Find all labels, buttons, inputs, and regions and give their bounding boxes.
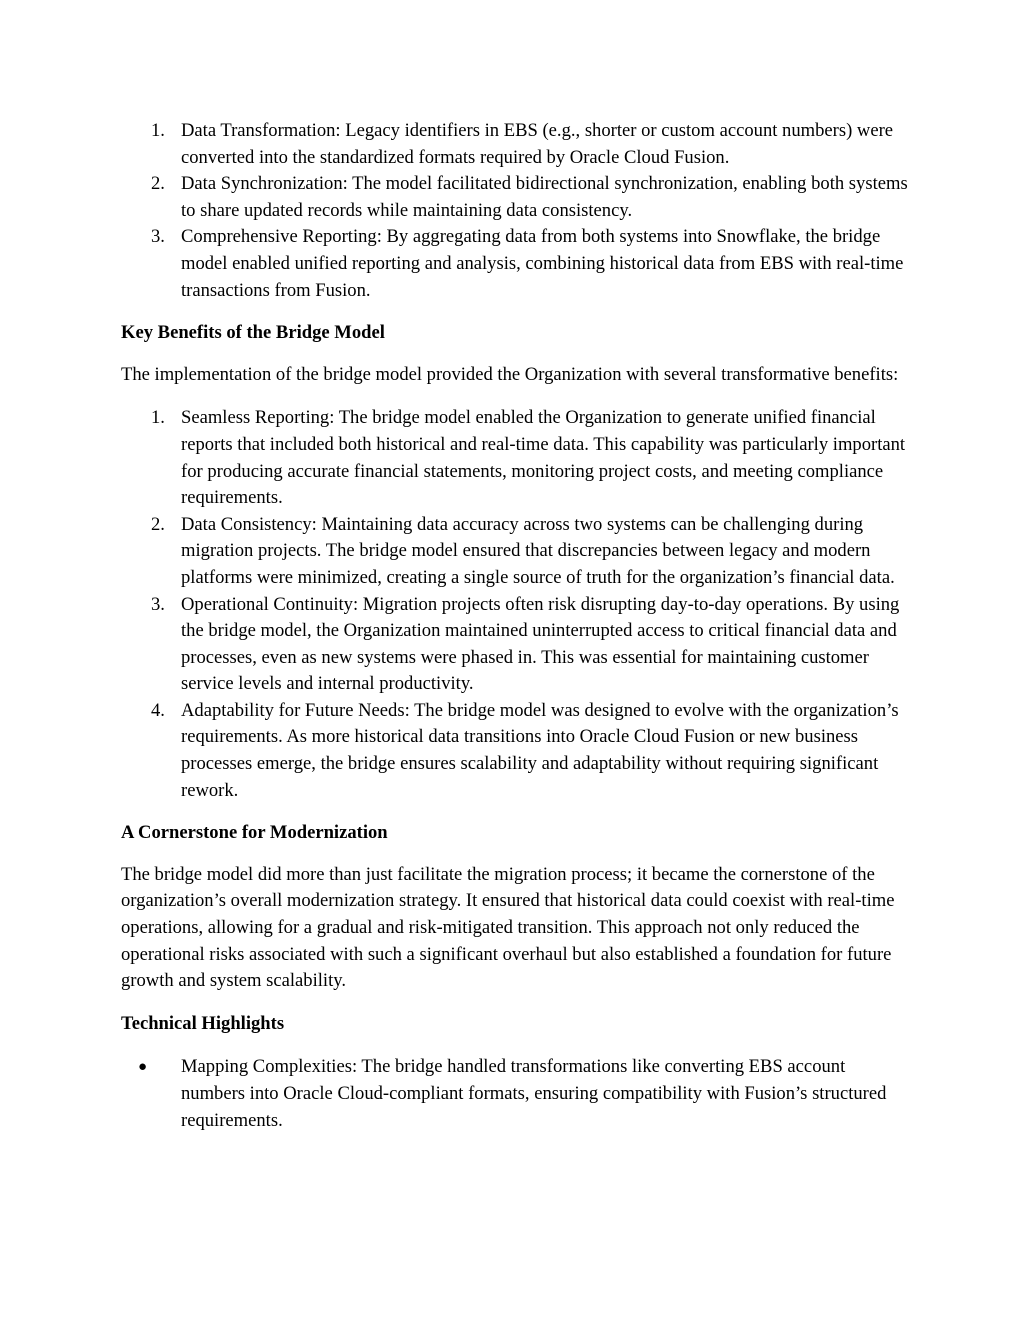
list-item-text: Seamless Reporting: The bridge model enabled the Organization to generate unified financial reports that included both historical and real-time data. This capability was particularly important for producing accurate financial statements, monitoring project costs, and meeting compliance requirements. — [181, 407, 906, 509]
list-number: 3. — [151, 226, 165, 248]
numbered-list-data-handling — [121, 118, 911, 304]
list-item — [121, 698, 911, 804]
list-item — [121, 512, 911, 592]
section-heading-cornerstone: A Cornerstone for Modernization — [121, 822, 388, 844]
list-number: 1. — [151, 407, 165, 429]
list-item-text: Mapping Complexities: The bridge handled transformations like converting EBS account numbers into Oracle Cloud-compliant formats, ensuring compatibility with Fusion’s structured requirements. — [181, 1056, 887, 1131]
list-item — [121, 224, 911, 304]
list-item-text: Operational Continuity: Migration projects often risk disrupting day-to-day operations. By using the bridge model, the Organization maintained uninterrupted access to critical financial data and processes, even as new systems were phased in. This was essential for maintaining customer service levels and internal productivity. — [181, 593, 900, 695]
section-intro-paragraph: The implementation of the bridge model provided the Organization with several transformative benefits: — [121, 363, 899, 385]
cornerstone-paragraph: The bridge model did more than just facilitate the migration process; it became the cornerstone of the organization’s overall modernization strategy. It ensured that historical data could coexist with real-time operations, allowing for a gradual and risk-mitigated transition. This approach not only reduced the operational risks associated with such a significant overhaul but also established a foundation for future growth and system scalability. — [121, 863, 895, 992]
list-number: 4. — [151, 699, 165, 721]
section-heading-technical-highlights: Technical Highlights — [121, 1012, 285, 1034]
numbered-list-benefits — [121, 405, 911, 804]
list-item — [121, 171, 911, 224]
list-item-text: Data Synchronization: The model facilitated bidirectional synchronization, enabling both systems to share updated records while maintaining data consistency. — [181, 173, 908, 221]
list-item-text: Comprehensive Reporting: By aggregating data from both systems into Snowflake, the bridge model enabled unified reporting and analysis, combining historical data from EBS with real-time transactions from Fusion. — [181, 226, 904, 301]
bullet-list-technical-highlights — [121, 1054, 911, 1134]
list-item — [121, 1054, 911, 1134]
list-number: 2. — [151, 513, 165, 535]
list-item-text: Data Transformation: Legacy identifiers in EBS (e.g., shorter or custom account numbers) were converted into the standardized formats required by Oracle Cloud Fusion. — [181, 120, 894, 168]
list-number: 2. — [151, 173, 165, 195]
list-item — [121, 118, 911, 171]
list-number: 3. — [151, 593, 165, 615]
list-item-text: Data Consistency: Maintaining data accuracy across two systems can be challenging during migration projects. The bridge model ensured that discrepancies between legacy and modern platforms were minimized, creating a single source of truth for the organization’s financial data. — [181, 513, 895, 588]
list-item-text: Adaptability for Future Needs: The bridge model was designed to evolve with the organization’s requirements. As more historical data transitions into Oracle Cloud Fusion or new business processes emerge, the bridge ensures scalability and adaptability without requiring significant rework. — [181, 699, 899, 801]
section-heading-key-benefits: Key Benefits of the Bridge Model — [121, 322, 385, 344]
list-item — [121, 592, 911, 698]
bullet-icon: ● — [138, 1059, 148, 1076]
document-page — [121, 118, 911, 1134]
list-item — [121, 405, 911, 511]
list-number: 1. — [151, 120, 165, 141]
